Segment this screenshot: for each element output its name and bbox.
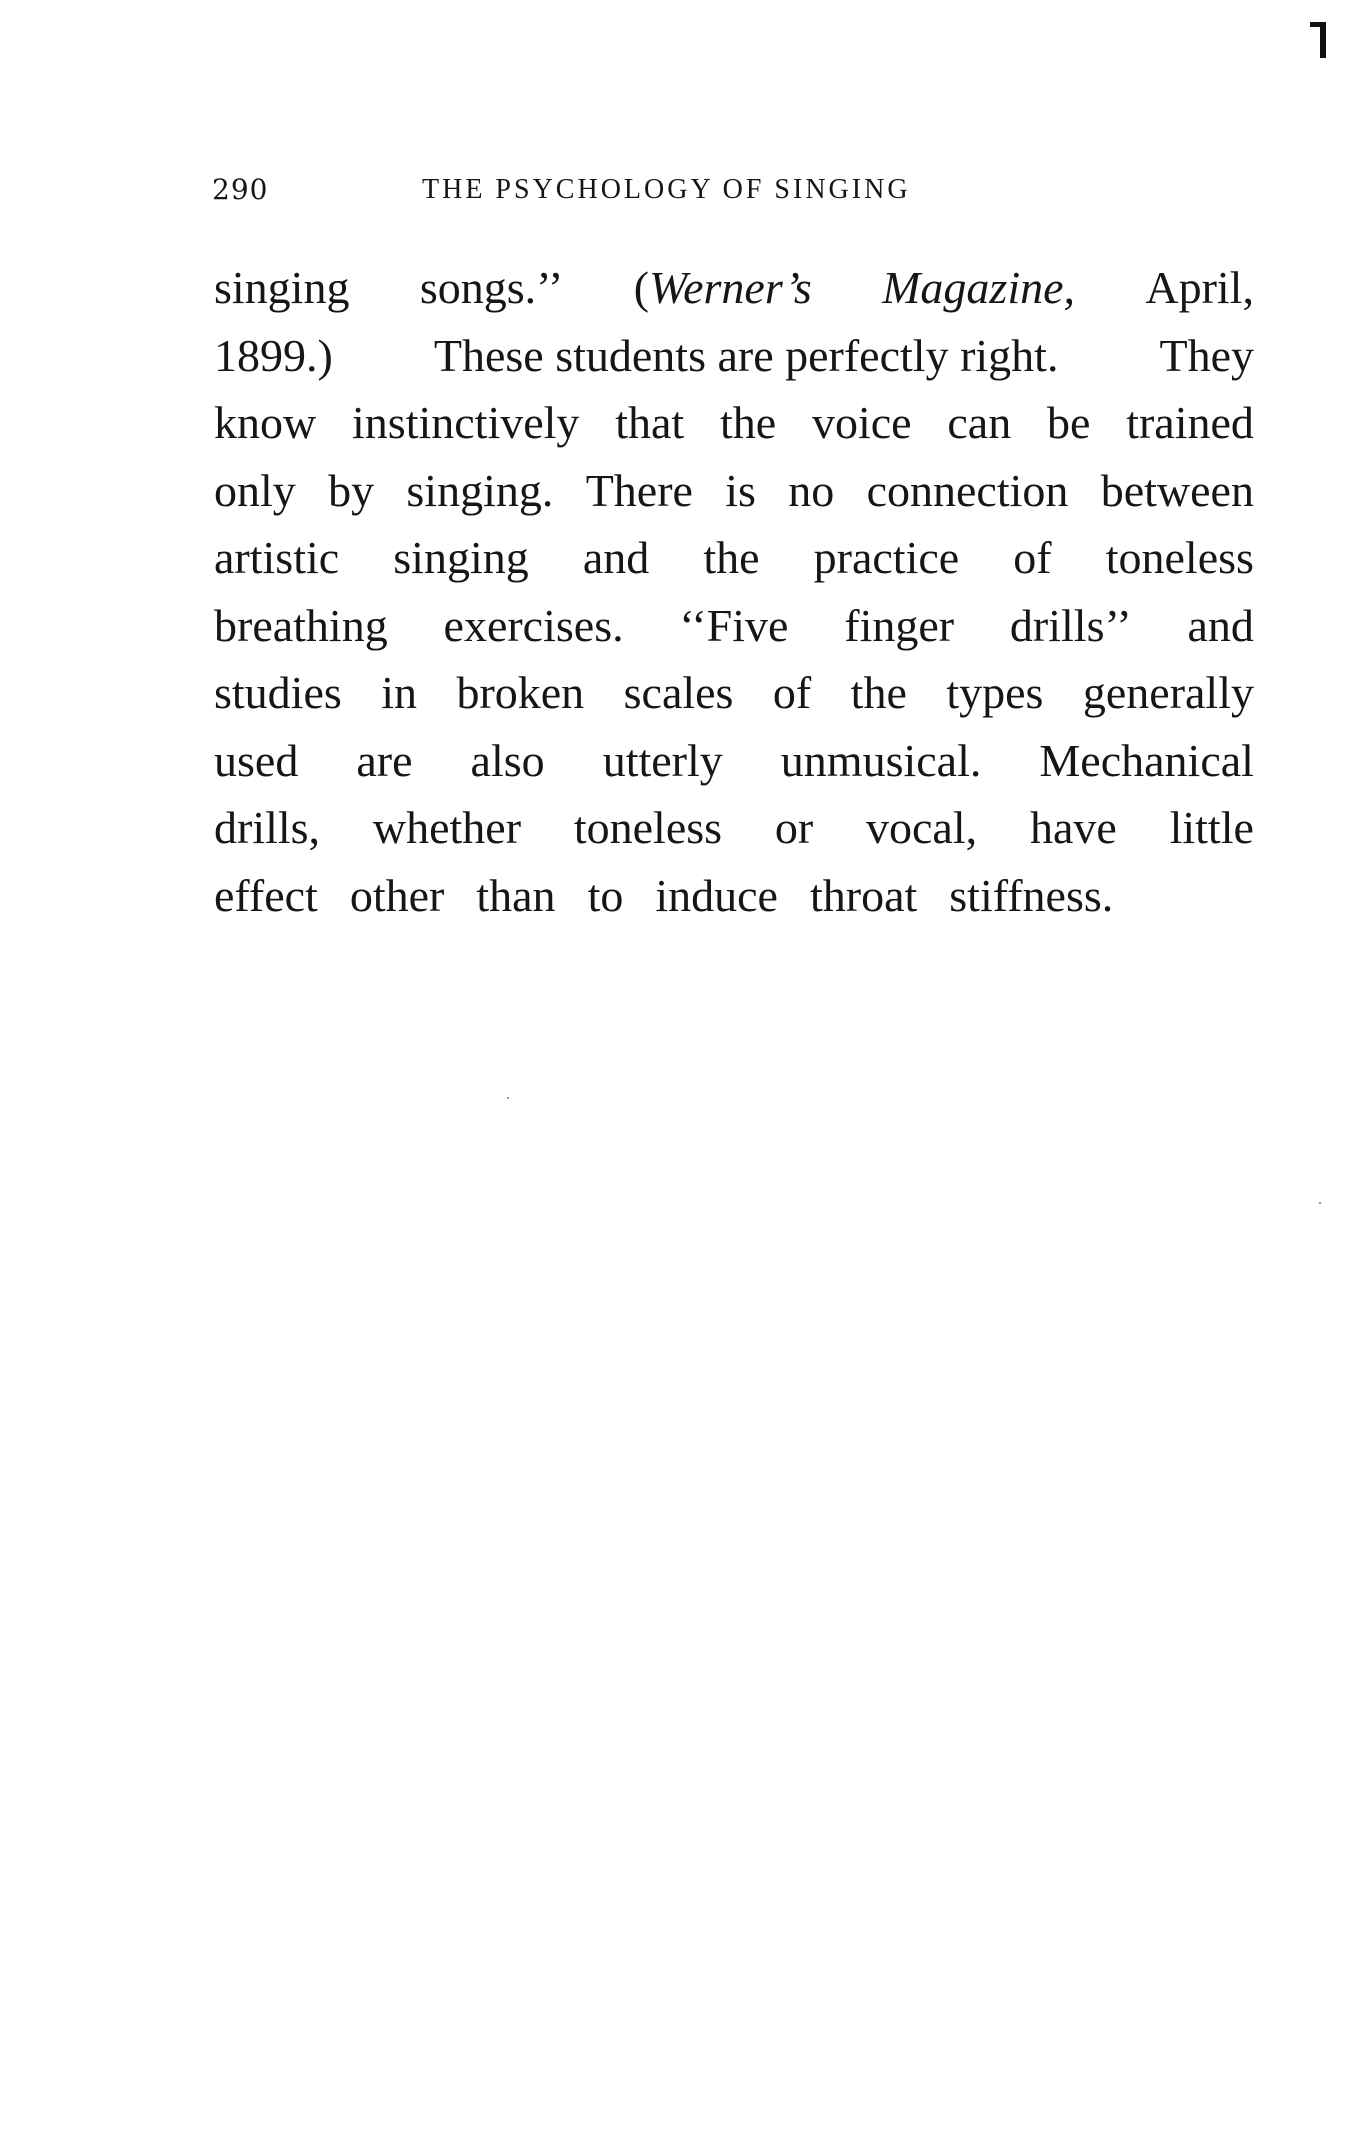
body-text: [214, 254, 1254, 929]
word: generally: [1082, 667, 1254, 718]
word: studies: [214, 667, 342, 718]
word: stiffness.: [949, 869, 1114, 921]
word: singing.: [406, 464, 554, 516]
word: and: [1187, 599, 1254, 651]
word: be: [1047, 397, 1091, 448]
word: other: [349, 869, 445, 921]
word: between: [1100, 464, 1254, 516]
word: practice: [813, 532, 960, 583]
text-line-7: [214, 659, 1254, 727]
running-head: [212, 170, 1262, 210]
text-line-5: [214, 524, 1254, 592]
word: There: [585, 464, 693, 516]
word: and: [582, 532, 650, 583]
word: unmusical.: [780, 734, 982, 786]
word: drills,: [214, 802, 321, 853]
word: ‘‘Five: [679, 599, 789, 651]
word: effect: [214, 869, 318, 921]
word: toneless: [573, 802, 723, 853]
word: or: [774, 802, 814, 853]
word: singing: [214, 262, 350, 313]
word: connection: [866, 464, 1069, 516]
text-line-9: [214, 794, 1254, 862]
word: whether: [372, 802, 522, 853]
word: scales: [623, 667, 734, 718]
word: of: [1013, 532, 1052, 583]
word: induce: [655, 869, 778, 921]
word: that: [615, 397, 685, 448]
scan-speck: [1319, 1202, 1321, 1204]
word: instinctively: [352, 397, 580, 448]
text-line-1: [214, 254, 1254, 322]
word: used: [214, 734, 299, 786]
page-number: 290: [212, 173, 269, 206]
magazine-name-part: Magazine,: [882, 262, 1076, 313]
word: exercises.: [443, 599, 624, 651]
text-line-8: [214, 727, 1254, 795]
word: by: [328, 464, 375, 516]
scan-speck: [507, 1097, 509, 1099]
open-parenthesis: (: [633, 262, 650, 313]
word: finger: [844, 599, 955, 651]
word: vocal,: [866, 802, 978, 853]
word: types: [946, 667, 1044, 718]
word: also: [470, 734, 545, 786]
word: 1899.): [214, 329, 333, 381]
word: drills’’: [1009, 599, 1132, 651]
word: utterly: [602, 734, 723, 786]
word: broken: [456, 667, 585, 718]
word: is: [725, 464, 756, 516]
word: Mechanical: [1039, 734, 1254, 786]
magazine-name-part: Werner’s: [649, 262, 812, 313]
citation: [634, 254, 812, 322]
word: They: [1159, 329, 1254, 381]
word: toneless: [1105, 532, 1254, 583]
word: April,: [1145, 262, 1254, 313]
word: voice: [811, 397, 912, 448]
text-line-10: [214, 862, 1254, 930]
word: no: [788, 464, 835, 516]
text-line-4: [214, 457, 1254, 525]
word: have: [1029, 802, 1117, 853]
word: the: [703, 532, 760, 583]
word: know: [214, 397, 317, 448]
word: to: [587, 869, 624, 921]
word: of: [772, 667, 812, 718]
text-line-6: [214, 592, 1254, 660]
phrase: These students are perfectly right.: [433, 329, 1059, 381]
word: in: [381, 667, 417, 718]
text-line-2: [214, 322, 1254, 390]
word: singing: [393, 532, 529, 583]
word: only: [214, 464, 296, 516]
word: throat: [809, 869, 918, 921]
word: artistic: [214, 532, 340, 583]
word: breathing: [214, 599, 388, 651]
word: the: [719, 397, 777, 448]
word: trained: [1126, 397, 1254, 448]
word: little: [1169, 802, 1254, 853]
word: can: [947, 397, 1012, 448]
word: songs.’’: [419, 262, 564, 313]
running-title: THE PSYCHOLOGY OF SINGING: [422, 174, 911, 205]
word: the: [850, 667, 907, 718]
word: than: [476, 869, 556, 921]
word: are: [356, 734, 413, 786]
scan-corner-mark: [1320, 22, 1326, 58]
text-line-3: [214, 389, 1254, 457]
